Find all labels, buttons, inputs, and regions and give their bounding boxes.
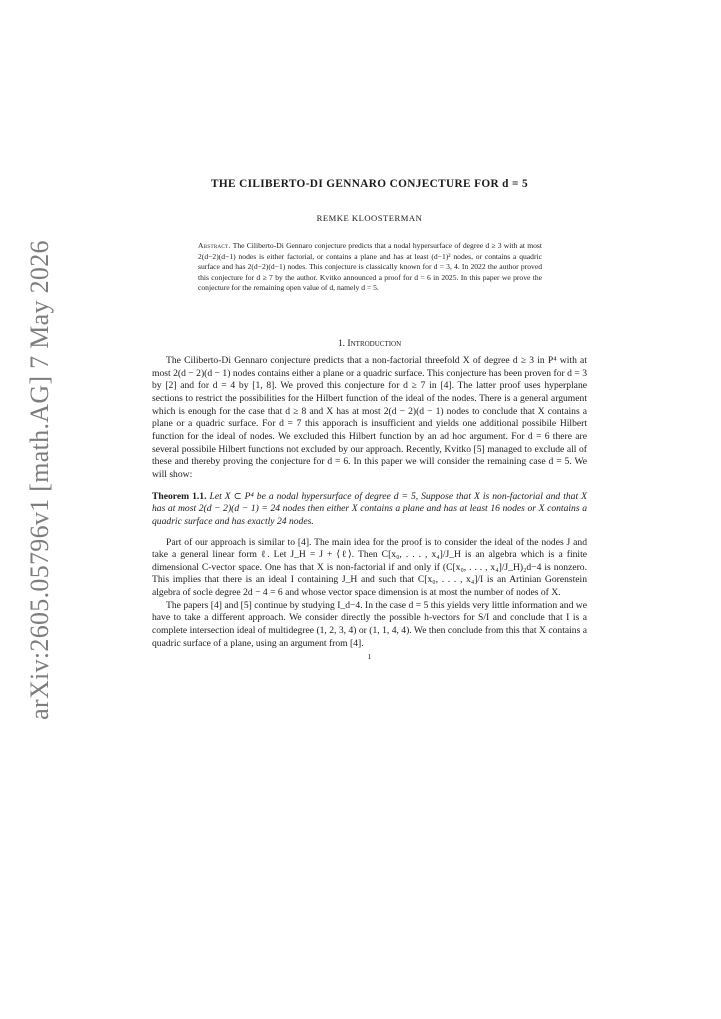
abstract xyxy=(198,241,542,294)
intro-paragraph-3: The papers [4] and [5] continue by studying I_d−4. In the case d = 5 this yields very little information and we have to take a different approach. We consider directly the possible h-vectors for S/I and conclude that I is a complete intersection ideal of multidegree (1, 2, 3, 4) or (1, 1, 4, 4). We then conclude from this that X contains a quadric surface of a plane, using an argument from [4]. xyxy=(152,599,587,649)
paper-page xyxy=(152,178,587,661)
intro-paragraph-2: Part of our approach is similar to [4]. The main idea for the proof is to consider the ideal of the nodes J and take a general linear form ℓ. Let J_H = J + ⟨ℓ⟩. Then C[x₀, . . . , x₄]/J_H is an algebra which is a finite dimensional C-vector space. One has that X is non-factorial if and only if (C[x₀, . . . , x₄]/J_H)₂d−4 is nonzero. This implies that there is an ideal I containing J_H and such that C[x₀, . . . , x₄]/I is an Artinian Gorenstein algebra of socle degree 2d − 4 = 6 and whose vector space dimension is at most the number of nodes of X. xyxy=(152,536,587,599)
page-number: 1 xyxy=(367,652,372,662)
paper-title: THE CILIBERTO-DI GENNARO CONJECTURE FOR d = 5 xyxy=(211,178,528,190)
arxiv-sidebar xyxy=(14,240,66,720)
theorem-1-1 xyxy=(152,491,587,529)
abstract-text: The Ciliberto-Di Gennaro conjecture predicts that a nodal hypersurface of degree d ≥ 3 with at most 2(d−2)(d−1) nodes is either factorial, or contains a plane and has at least (d−1)² nodes, or contains a quadric surface and has 2(d−2)(d−1) nodes. This conjecture is classically known for d = 3, 4. In 2022 the author proved this conjecture for d ≥ 7 by the author. Kvitko announced a proof for d = 6 in 2025. In this paper we prove the conjecture for the remaining open value of d, namely d = 5. xyxy=(198,241,542,293)
paper-author: REMKE KLOOSTERMAN xyxy=(316,213,423,223)
intro-paragraph-1: The Ciliberto-Di Gennaro conjecture predicts that a non-factorial threefold X of degree d ≥ 3 in P⁴ with at most 2(d − 2)(d − 1) nodes contains either a plane or a quadric surface. This conjecture has been proven for d = 3 by [2] and for d = 4 by [1, 8]. We proved this conjecture for d ≥ 7 in [4]. The latter proof uses hyperplane sections to restrict the possibilities for the Hilbert function of the ideal of the nodes. There is a general argument which is enough for the case that d ≥ 8 and X has at most 2(d − 2)(d − 1) nodes to conclude that X contains a plane or a quadric surface. For d = 7 this apporach is insufficient and yields one additional possibile Hilbert function for the ideal of nodes. We excluded this Hilbert function by an ad hoc argument. For d = 6 there are several possibile Hilbert functions not excluded by our approach. Recently, Kvitko [5] managed to exclude all of these and thereby proving the conjecture for d = 6. In this paper we will consider the remaining case d = 5. We will show: xyxy=(152,354,587,480)
arxiv-identifier: arXiv:2605.05796v1 [math.AG] 7 May 2026 xyxy=(25,240,55,720)
theorem-statement: Let X ⊂ P⁴ be a nodal hypersurface of degree d = 5, Suppose that X is non-factorial and that X has at most 2(d − 2)(d − 1) = 24 nodes then either X contains a plane and has at least 16 nodes or X contains a quadric surface and has exactly 24 nodes. xyxy=(152,490,587,527)
section-title: 1. Introduction xyxy=(337,337,402,349)
theorem-label: Theorem 1.1. xyxy=(152,490,207,502)
abstract-label: Abstract. xyxy=(198,241,231,250)
